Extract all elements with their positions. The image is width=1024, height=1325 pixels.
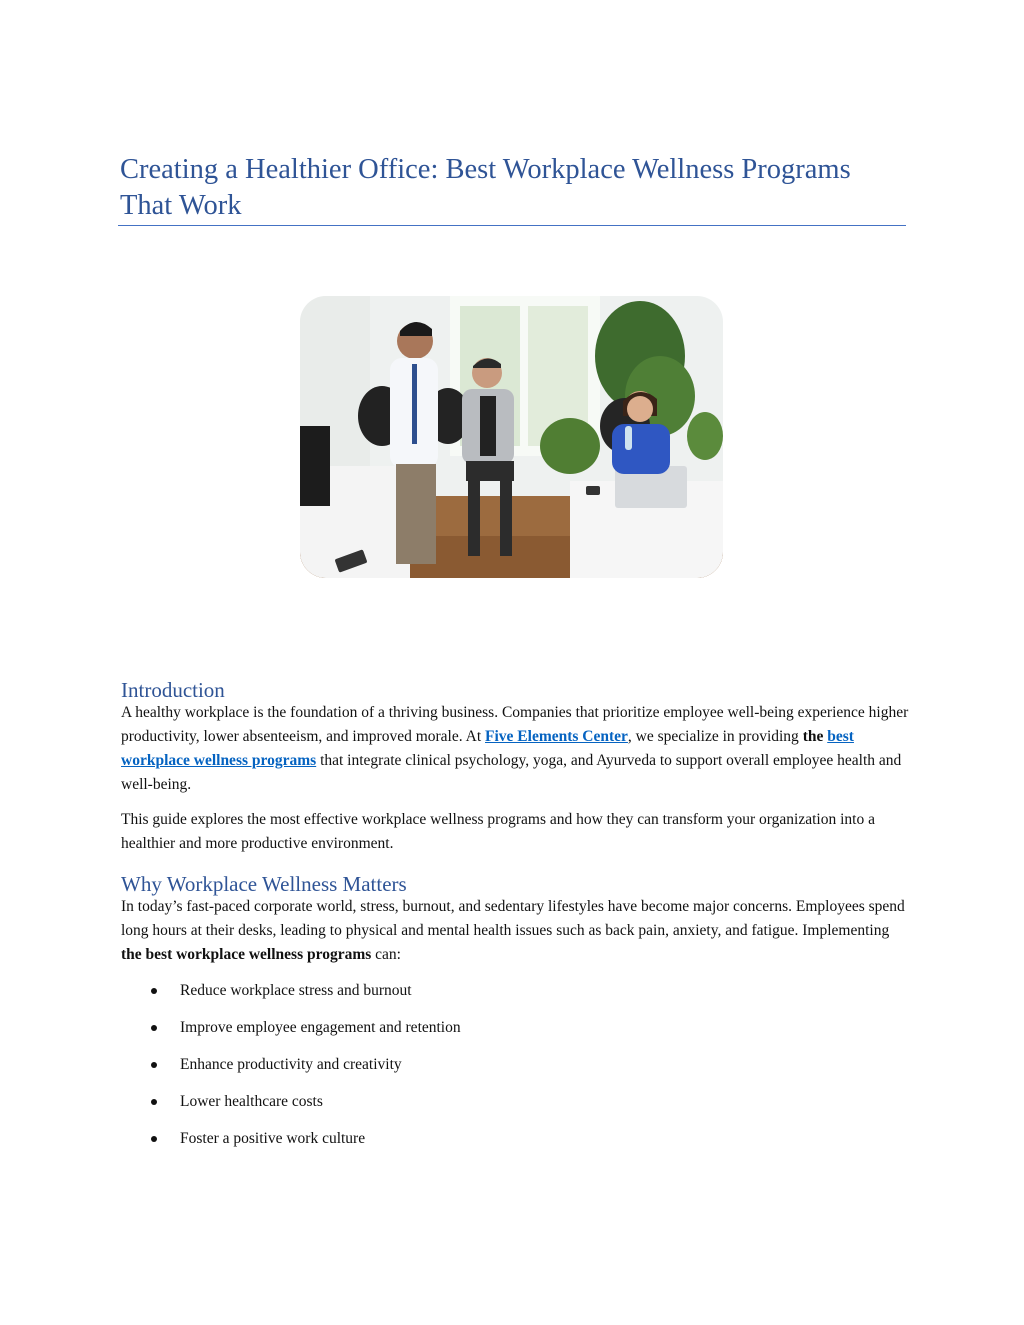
intro-text-a: A healthy workplace is the foundation of a thriving business. Companies that prioritize employee well-being experience higher productivity, lower absenteeism, and improved morale. At bbox=[121, 704, 909, 745]
best-workplace-wellness-programs-link[interactable]: best workplace wellness programs bbox=[121, 728, 854, 769]
intro-text-b: , we specialize in providing bbox=[627, 728, 803, 745]
title-underline bbox=[118, 225, 906, 226]
list-item-text: Lower healthcare costs bbox=[180, 1093, 323, 1110]
list-item-text: Improve employee engagement and retention bbox=[180, 1019, 461, 1036]
why-paragraph bbox=[121, 895, 911, 967]
intro-paragraph-2: This guide explores the most effective workplace wellness programs and how they can transform your organization into a healthier and more productive environment. bbox=[121, 811, 875, 852]
office-meeting-illustration bbox=[300, 296, 723, 578]
bullet-icon bbox=[151, 1099, 157, 1105]
why-text-b: can: bbox=[371, 946, 401, 963]
bullet-icon bbox=[151, 1136, 157, 1142]
bullet-icon bbox=[151, 1025, 157, 1031]
bullet-icon bbox=[151, 1062, 157, 1068]
intro-bold-the: the bbox=[802, 728, 824, 745]
page-title: Creating a Healthier Office: Best Workplace Wellness Programs That Work bbox=[120, 154, 851, 221]
intro-paragraph-1 bbox=[121, 701, 911, 797]
intro-text-c: that integrate clinical psychology, yoga, and Ayurveda to support overall employee health and well-being. bbox=[121, 752, 902, 793]
list-item-text: Enhance productivity and creativity bbox=[180, 1056, 402, 1073]
five-elements-center-link[interactable]: Five Elements Center bbox=[485, 728, 628, 745]
photo-reflection bbox=[300, 578, 723, 656]
list-item-text: Foster a positive work culture bbox=[180, 1130, 366, 1147]
why-text-a: In today’s fast-paced corporate world, stress, burnout, and sedentary lifestyles have become major concerns. Employees spend long hours at their desks, leading to physical and mental health issues such as back pain, anxiety, and fatigue. Implementing bbox=[121, 898, 905, 939]
bullet-icon bbox=[151, 988, 157, 994]
office-photo-figure bbox=[300, 296, 723, 658]
office-meeting-photo bbox=[300, 296, 723, 578]
list-item-text: Reduce workplace stress and burnout bbox=[180, 982, 412, 999]
why-bold-text: the best workplace wellness programs bbox=[121, 946, 372, 963]
why-heading: Why Workplace Wellness Matters bbox=[121, 872, 407, 896]
intro-heading: Introduction bbox=[121, 678, 225, 702]
